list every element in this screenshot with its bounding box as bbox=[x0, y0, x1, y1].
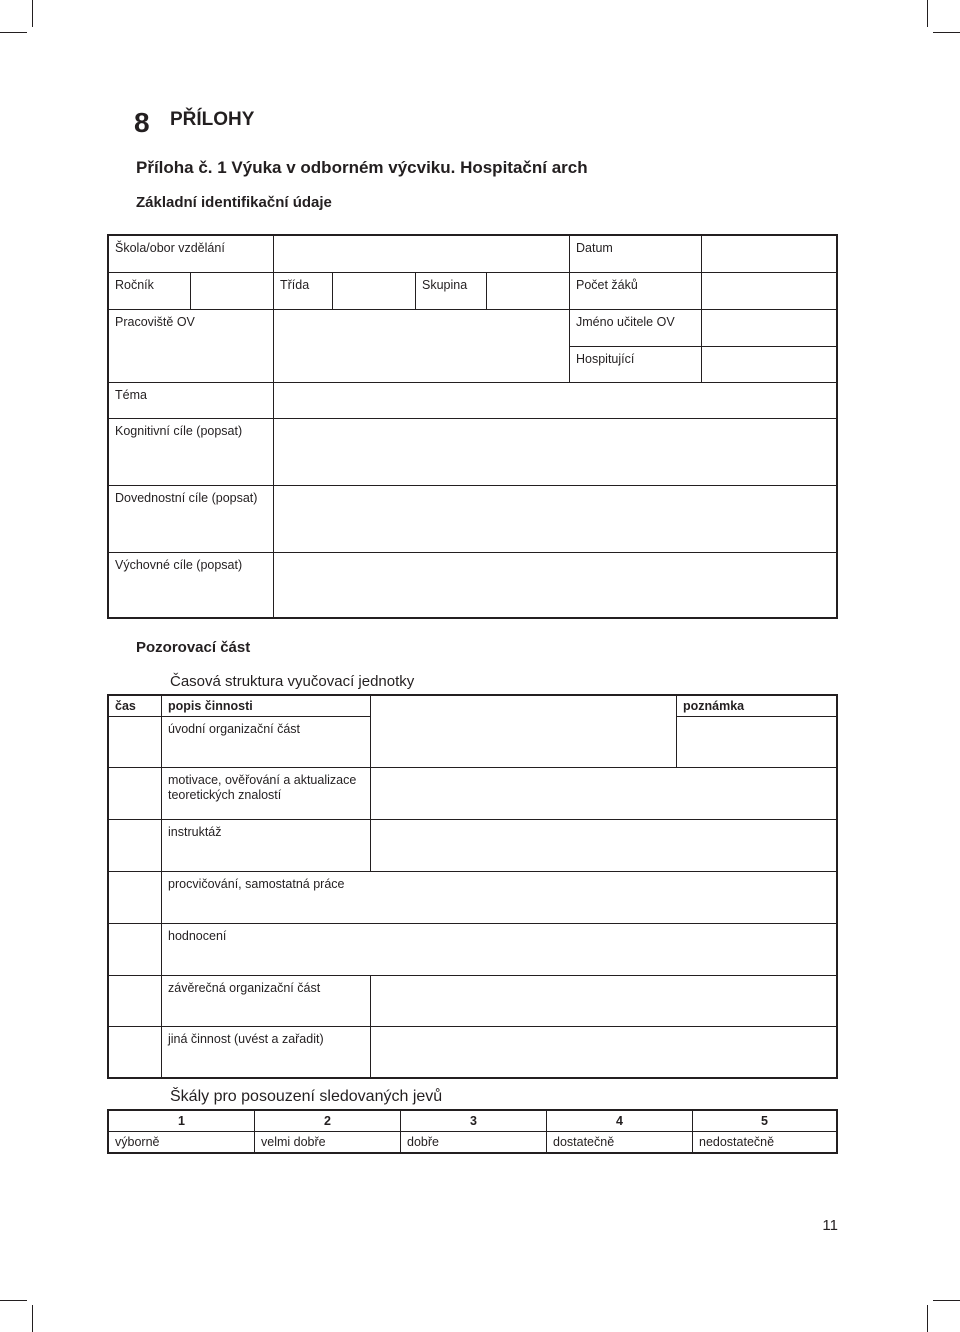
field-cognitive-goals[interactable] bbox=[274, 419, 836, 486]
label-educational-goals: Výchovné cíle (popsat) bbox=[109, 553, 274, 617]
field-topic[interactable] bbox=[274, 383, 836, 419]
scale-label: výborně bbox=[109, 1132, 255, 1152]
field-educational-goals[interactable] bbox=[274, 553, 836, 617]
cell-time[interactable] bbox=[109, 872, 162, 924]
crop-mark bbox=[32, 1305, 33, 1332]
cell-activity-note[interactable] bbox=[371, 1027, 836, 1077]
field-date[interactable] bbox=[702, 236, 836, 273]
scale-label: velmi dobře bbox=[255, 1132, 401, 1152]
time-structure-title: Časová struktura vyučovací jednotky bbox=[170, 673, 415, 690]
scale-label: dobře bbox=[401, 1132, 547, 1152]
field-skill-goals[interactable] bbox=[274, 486, 836, 553]
crop-mark bbox=[0, 32, 27, 33]
crop-mark bbox=[927, 1305, 928, 1332]
cell-activity-note[interactable] bbox=[371, 717, 677, 768]
label-inspector: Hospitující bbox=[570, 347, 702, 383]
activity-row-7: jiná činnost (uvést a zařadit) bbox=[162, 1027, 371, 1077]
label-class: Třída bbox=[274, 273, 333, 310]
scale-label: nedostatečně bbox=[699, 1135, 775, 1149]
activity-row-4: procvičování, samostatná práce bbox=[162, 872, 836, 924]
label-school: Škola/obor vzdělání bbox=[109, 236, 274, 273]
label-skill-goals: Dovednostní cíle (popsat) bbox=[109, 486, 274, 553]
scale-number: 5 bbox=[693, 1111, 836, 1132]
crop-mark bbox=[927, 0, 928, 27]
label-year: Ročník bbox=[109, 273, 191, 310]
appendix-title: Příloha č. 1 Výuka v odborném výcviku. Hospitační arch bbox=[136, 158, 588, 177]
label-topic: Téma bbox=[109, 383, 274, 419]
col-activity: popis činnosti bbox=[162, 696, 371, 717]
activity-row-3: instruktáž bbox=[162, 820, 371, 872]
time-structure-table bbox=[107, 694, 838, 1079]
col-blank bbox=[371, 696, 677, 717]
chapter-title: PŘÍLOHY bbox=[170, 109, 255, 130]
scale-number: 1 bbox=[109, 1111, 255, 1132]
field-pupils[interactable] bbox=[702, 273, 836, 310]
field-class[interactable] bbox=[333, 273, 416, 310]
activity-row-6: závěrečná organizační část bbox=[162, 976, 371, 1027]
cell-time[interactable] bbox=[109, 717, 162, 768]
crop-mark bbox=[933, 32, 960, 33]
observation-heading: Pozorovací část bbox=[136, 639, 251, 656]
crop-mark bbox=[0, 1300, 27, 1301]
col-time: čas bbox=[109, 696, 162, 717]
field-school[interactable] bbox=[274, 236, 570, 273]
label-pupils: Počet žáků bbox=[570, 273, 702, 310]
scale-number: 4 bbox=[547, 1111, 693, 1132]
identification-heading: Základní identifikační údaje bbox=[136, 194, 332, 211]
cell-time[interactable] bbox=[109, 768, 162, 820]
scale-label: dostatečně bbox=[547, 1132, 693, 1152]
label-workplace: Pracoviště OV bbox=[109, 310, 274, 383]
identification-table bbox=[107, 234, 838, 619]
crop-mark bbox=[933, 1300, 960, 1301]
col-note: poznámka bbox=[677, 696, 836, 717]
cell-note[interactable] bbox=[677, 717, 836, 768]
cell-time[interactable] bbox=[109, 976, 162, 1027]
scale-number: 2 bbox=[255, 1111, 401, 1132]
cell-time[interactable] bbox=[109, 820, 162, 872]
field-year[interactable] bbox=[191, 273, 274, 310]
field-inspector[interactable] bbox=[702, 347, 836, 383]
field-teacher[interactable] bbox=[702, 310, 836, 347]
crop-mark bbox=[32, 0, 33, 27]
cell-activity-note[interactable] bbox=[371, 976, 836, 1027]
cell-activity-note[interactable] bbox=[371, 820, 836, 872]
cell-time[interactable] bbox=[109, 924, 162, 976]
label-group: Skupina bbox=[416, 273, 487, 310]
label-date: Datum bbox=[570, 236, 702, 273]
chapter-number: 8 bbox=[134, 107, 150, 138]
cell-time[interactable] bbox=[109, 1027, 162, 1077]
label-cognitive-goals: Kognitivní cíle (popsat) bbox=[109, 419, 274, 486]
scale-number: 3 bbox=[401, 1111, 547, 1132]
scale-title: Škály pro posouzení sledovaných jevů bbox=[170, 1088, 443, 1105]
activity-row-1: úvodní organizační část bbox=[162, 717, 371, 768]
field-group[interactable] bbox=[487, 273, 570, 310]
label-teacher: Jméno učitele OV bbox=[570, 310, 702, 347]
page-number: 11 bbox=[822, 1217, 838, 1234]
scale-table bbox=[107, 1109, 838, 1154]
activity-row-2: motivace, ověřování a aktualizace teoretických znalostí bbox=[162, 768, 371, 820]
activity-row-5: hodnocení bbox=[162, 924, 836, 976]
field-workplace[interactable] bbox=[274, 310, 570, 383]
cell-activity-note[interactable] bbox=[371, 768, 836, 820]
